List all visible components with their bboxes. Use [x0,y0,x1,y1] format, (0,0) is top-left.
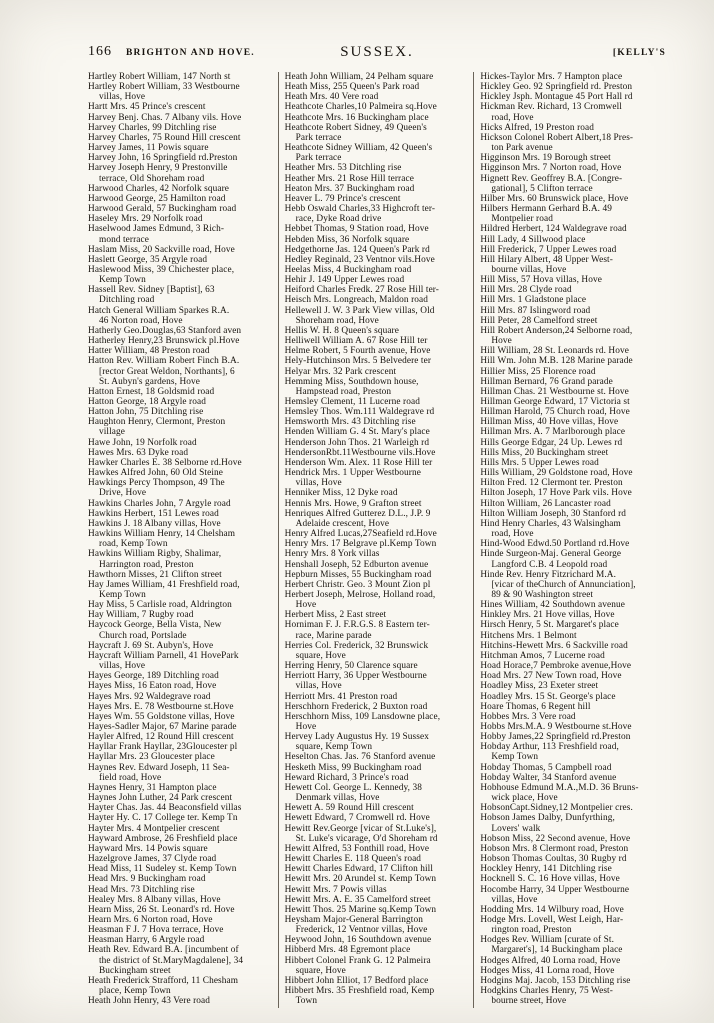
directory-line: Hay Miss, 5 Carlisle road, Aldrington [88,600,232,611]
directory-line: Hoadley Mrs. 15 St. George's place [480,691,616,702]
directory-line: Hayter Chas. Jas. 44 Beaconsfield villas [88,803,242,814]
directory-line: bourne villas, Hove [491,264,567,275]
directory-line: Buckingham street [99,965,171,976]
directory-line: Harvey John, 16 Springfield rd.Preston [88,153,238,164]
directory-line: square, Hove [295,650,346,661]
directory-line: Heiford Charles Fredk. 27 Rose Hill ter- [284,285,439,296]
directory-line: gational], 5 Clifton terrace [491,183,593,194]
directory-line: Hemsley Thos. Wm.111 Waldegrave rd [284,407,435,418]
directory-line: Hayes Mrs. 92 Waldegrave road [88,691,211,702]
directory-line: Haslewood Miss, 39 Chichester place, [88,264,235,275]
directory-line: terrace, Old Shoreham road [99,173,205,184]
directory-line: St. Aubyn's gardens, Hove [99,376,201,387]
directory-line: Heaton Mrs. 37 Buckingham road [284,183,415,194]
directory-line: Hoare Thomas, 6 Regent hill [480,701,591,712]
directory-line: Hitchins-Hewett Mrs. 6 Sackville road [480,640,628,651]
directory-line: Hobson Thomas Coultas, 30 Rugby rd [480,854,627,865]
directory-line: Helyar Mrs. 32 Park crescent [284,366,397,377]
directory-line: Heisch Mrs. Longreach, Maldon road [284,295,428,306]
directory-line: Hinde Surgeon-Maj. General George [480,549,622,560]
directory-line: Hearn Mrs. 6 Norton road, Hove [88,914,213,925]
directory-line: Hill William, 28 St. Leonards rd. Hove [480,346,629,357]
directory-line: Hartley Robert William, 33 Westbourne [88,82,240,93]
directory-line: Herriott Harry, 36 Upper Westbourne [284,671,427,682]
directory-line: Hewitt Thos. 25 Marine sq.Kemp Town [284,904,437,915]
directory-line: Hillman George Edward, 17 Victoria st [480,397,630,407]
directory-line: Lovers' walk [491,823,541,834]
directory-line: Hewitt Mrs. 7 Powis villas [284,884,387,895]
directory-line: Haynes Rev. Edward Joseph, 11 Sea- [88,762,230,773]
directory-line: bourne street, Hove [491,996,567,1007]
directory-line: Horniman F. J. F.R.G.S. 8 Eastern ter- [284,620,430,631]
directory-line: Hibberd Mrs. 48 Egremont place [284,945,411,956]
directory-line: Hassell Rev. Sidney [Baptist], 63 [88,285,215,296]
directory-line: Head Mrs. 9 Buckingham road [88,874,206,885]
directory-line: Hebb Oswald Charles,33 Highcroft ter- [284,204,436,215]
directory-line: Harwood George, 25 Hamilton road [88,193,226,204]
page-header [88,44,666,66]
directory-line: Hillman Miss, 40 Hove villas, Hove [480,417,619,428]
directory-line: Haslett George, 35 Argyle road [88,254,208,265]
directory-line: Heather Mrs. 53 Ditchling rise [284,163,402,174]
directory-line: Hobday Thomas, 5 Campbell road [480,762,612,773]
directory-line: Hocknell S. C. 16 Hove villas, Hove [480,874,620,885]
directory-line: Herring Henry, 50 Clarence square [284,661,418,672]
directory-line: Hawkins Herbert, 151 Lewes road [88,508,219,519]
directory-line: Hill Lady, 4 Sillwood place [480,234,586,245]
directory-line: Hawkings Percy Thompson, 49 The [88,478,225,489]
directory-line: Hayes Miss, 16 Eaton road, Hove [88,681,217,692]
directory-line: Hill Mrs. 1 Gladstone place [480,295,587,306]
directory-line: Hove [295,600,317,611]
directory-line: Margaret's], 14 Buckingham place [491,945,623,956]
directory-line: Harvey Joseph Henry, 9 Prestonville [88,163,228,174]
directory-line: Herbert Joseph, Melrose, Holland road, [284,589,436,600]
directory-line: race, Dyke Road drive [295,214,382,225]
directory-line: place, Kemp Town [99,986,171,997]
directory-line: Hind Henry Charles, 43 Walsingham [480,518,621,529]
directory-line: Hildred Herbert, 124 Waldegrave road [480,224,627,235]
directory-line: Heward Richard, 3 Prince's road [284,772,409,783]
county-title: SUSSEX. [340,44,414,60]
directory-line: Hobday Arthur, 113 Freshfield road, [480,742,619,753]
directory-line: Heselton Chas. Jas. 76 Stanford avenue [284,752,436,763]
directory-line: Heelas Miss, 4 Buckingham road [284,264,412,275]
directory-line: Harvey Benj. Chas. 7 Albany vils. Hove [88,112,242,123]
directory-line: Hind-Wood Edwd.50 Portland rd.Hove [480,539,630,550]
directory-line: Hickley Jsph. Montague 45 Port Hall rd [480,92,633,103]
directory-line: race, Marine parade [295,630,372,641]
directory-line: 89 & 90 Washington street [491,589,594,600]
directory-line: Hitchens Mrs. 1 Belmont [480,630,577,641]
directory-line: Hawkins J. 18 Albany villas, Hove [88,518,221,529]
directory-line: field road, Hove [99,772,162,783]
directory-line: Hewitt Charles Edward, 17 Clifton hill [284,864,434,875]
directory-line: Hatton George, 18 Argyle road [88,397,206,407]
directory-line: HobsonCapt.Sidney,12 Montpelier cres. [480,803,633,814]
directory-line: Montpelier road [491,214,553,225]
directory-line: Heathcote Robert Sidney, 49 Queen's [284,122,427,133]
directory-line: Hill Mrs. 87 Islingword road [480,305,591,316]
directory-line: Heathcote Sidney William, 42 Queen's [284,143,433,154]
directory-line: Hilbers Hermann Gerhard B.A. 49 [480,204,612,215]
directory-line: Hervey Lady Augustus Hy. 19 Sussex [284,732,429,743]
directory-line: Henry Mrs. 17 Belgrave pl.Kemp Town [284,539,437,550]
directory-line: Hodding Mrs. 14 Wilbury road, Hove [480,904,624,915]
directory-line: Heathcote Mrs. 16 Buckingham place [284,112,429,123]
directory-line: Henshall Joseph, 52 Edburton avenue [284,559,429,570]
directory-line: Hewett Edward, 7 Cromwell rd. Hove [284,813,430,824]
directory-line: Hazelgrove James, 37 Clyde road [88,854,217,865]
directory-line: [rector Great Weldon, Northants], 6 [99,366,235,377]
directory-line: Hibbert Colonel Frank G. 12 Palmeira [284,955,431,966]
directory-line: Hines William, 42 Southdown avenue [480,600,625,611]
directory-line: Haycock George, Bella Vista, New [88,620,222,631]
directory-line: road, Hove [491,112,534,123]
directory-line: Heywood John, 16 Southdown avenue [284,935,432,946]
directory-line: Hatherly Geo.Douglas,63 Stanford aven [88,325,242,336]
directory-line: Hill Frederick, 7 Upper Lewes road [480,244,617,255]
directory-line: Hennis Mrs. Howe, 9 Grafton street [284,498,422,509]
directory-line: Henderson John Thos. 21 Warleigh rd [284,437,430,448]
directory-line: HendersonRbt.11Westbourne vils.Hove [284,447,436,458]
directory-line: Denmark villas, Hove [295,793,380,804]
directory-line: Hayes Mrs. E. 78 Westbourne st.Hove [88,701,234,712]
directory-line: Frederick, 12 Ventnor villas, Hove [295,925,428,936]
directory-line: villas, Hove [295,681,342,692]
directory-line: Hatch General William Sparkes R.A. [88,305,230,316]
directory-line: villas, Hove [99,661,146,672]
directory-line: Hobday Walter, 34 Stanford avenue [480,772,617,783]
directory-line: Kemp Town [99,275,146,286]
directory-line: Hove [491,336,512,347]
directory-line: rington road, Preston [491,925,572,936]
directory-line: Hoad Mrs. 27 New Town road, Hove [480,671,622,682]
directory-line: Hatton Rev. William Robert Finch B.A. [88,356,240,367]
directory-line: Park terrace [295,132,342,143]
directory-line: villas, Hove [295,478,342,489]
directory-line: Hawkes Alfred John, 60 Old Steine [88,468,223,479]
directory-line: Haselwood James Edmund, 3 Rich- [88,224,225,235]
directory-line: Harrington road, Preston [99,559,194,570]
directory-line: Heath John Henry, 43 Vere road [88,996,211,1007]
directory-line: Hellewell J. W. 3 Park View villas, Old [284,305,435,316]
directory-line: Hayward Mrs. 14 Powis square [88,843,208,854]
directory-line: Herriott Mrs. 41 Preston road [284,691,398,702]
directory-line: Hill Peter, 28 Camelford street [480,315,598,326]
directory-line: Henriques Alfred Gutterez D.L., J.P. 9 [284,508,431,519]
directory-line: Hibbert John Elliot, 17 Bedford place [284,975,429,986]
directory-line: Hoadley Miss, 23 Exeter street [480,681,599,692]
directory-line: Hinde Rev. Henry Fitzrichard M.A. [480,569,616,580]
directory-line: Hilton Fred. 12 Clermont ter. Preston [480,478,623,489]
directory-line: Hinkley Mrs. 21 Hove villas, Hove [480,610,615,621]
directory-line: Hoad Horace,7 Pembroke avenue,Hove [480,661,632,672]
directory-line: Hilber Mrs. 60 Brunswick place, Hove [480,193,629,204]
directory-line: Hilton William Joseph, 30 Stanford rd [480,508,627,519]
directory-line: Harvey Charles, 99 Ditchling rise [88,122,217,133]
directory-line: Haycraft William Parnell, 41 HovePark [88,650,239,661]
directory-line: Hove [295,722,317,732]
directory-line: Hatter William, 48 Preston road [88,346,210,357]
directory-line: Hickson Colonel Robert Albert,18 Pres- [480,132,634,143]
directory-line: Hayllar Mrs. 23 Gloucester place [88,752,215,763]
directory-column-3 [473,72,662,1008]
directory-line: Hillier Miss, 25 Florence road [480,366,596,377]
directory-line: Hobson Miss, 22 Second avenue, Hove [480,833,631,844]
directory-line: Haynes Henry, 31 Hampton place [88,782,217,793]
directory-line: Hirsch Henry, 5 St. Margaret's place [480,620,619,631]
directory-line: Hillman Mrs. A. 7 Marlborough place [480,427,626,438]
directory-line: Hartley Robert William, 147 North st [88,72,231,82]
directory-line: Hills Miss, 20 Buckingham street [480,447,609,458]
directory-line: Hawes Mrs. 63 Dyke road [88,447,189,458]
directory-line: Hewitt Alfred, 53 Fonthill road, Hove [284,843,430,854]
directory-line: Haseley Mrs. 29 Norfolk road [88,214,203,225]
directory-line: Hibbert Mrs. 35 Freshfield road, Kemp [284,986,435,997]
directory-line: the district of St.MaryMagdalene], 34 [99,955,244,966]
directory-line: Hodge Mrs. Lovell, West Leigh, Har- [480,914,624,925]
directory-line: Hay James William, 41 Freshfield road, [88,579,240,590]
directory-line: Hillman Harold, 75 Church road, Hove [480,407,630,418]
directory-line: Heathcote Charles,10 Palmeira sq.Hove [284,102,437,113]
directory-line: Herbert Miss, 2 East street [284,610,387,621]
directory-line: Heaver L. 79 Prince's crescent [284,193,401,204]
directory-line: Shoreham road, Hove [295,315,379,326]
directory-line: Henden William G. 4 St. Mary's place [284,427,430,438]
directory-line: Head Miss, 11 Sudeley st. Kemp Town [88,864,237,875]
directory-line: Hodgkins Charles Henry, 75 West- [480,986,613,997]
directory-line: ton Park avenue [491,143,553,154]
directory-line: Healey Mrs. 8 Albany villas, Hove [88,894,221,905]
directory-line: Hewitt Mrs. 20 Arundel st. Kemp Town [284,874,437,885]
directory-line: mond terrace [99,234,149,245]
directory-line: Langford C.B. 4 Leopold road [491,559,608,570]
directory-line: Hewitt Charles E. 118 Queen's road [284,854,422,865]
directory-line: Hicks Alfred, 19 Preston road [480,122,594,133]
directory-columns [88,72,662,1008]
running-title: BRIGHTON AND HOVE. [126,48,255,58]
directory-line: road, Hove [491,529,534,540]
directory-line: Hills Mrs. 5 Upper Lewes road [480,457,599,468]
directory-line: Higginson Mrs. 19 Borough street [480,153,611,164]
directory-line: Heather Mrs. 21 Rose Hill terrace [284,173,414,184]
directory-line: Harwood Charles, 42 Norfolk square [88,183,230,194]
directory-line: road, Kemp Town [99,539,168,550]
directory-line: Harwood Gerald, 57 Buckingham road [88,204,237,215]
directory-line: Heasman F J. 7 Hova terrace, Hove [88,925,224,936]
directory-line: Hely-Hutchinson Mrs. 5 Belvedere ter [284,356,432,367]
directory-line: Hocombe Harry, 34 Upper Westbourne [480,884,630,895]
directory-line: Hickes-Taylor Mrs. 7 Hampton place [480,72,623,82]
directory-line: Hill Mrs. 28 Clyde road [480,285,572,296]
directory-line: Hilton William, 26 Lancaster road [480,498,611,509]
directory-line: Hemsworth Mrs. 43 Ditchling rise [284,417,416,428]
directory-line: Hedgethorne Jas. 124 Queen's Park rd [284,244,430,255]
directory-line: Hampstead road, Preston [295,386,392,397]
directory-line: Hawkins William Henry, 14 Chelsham [88,529,236,540]
directory-line: Adelaide crescent, Hove [295,518,390,529]
directory-line: Hayllar Frank Hayllar, 23Gloucester pl [88,742,238,753]
directory-line: Herries Col. Frederick, 32 Brunswick [284,640,429,651]
directory-line: Hatherley Henry,23 Brunswick pl.Hove [88,336,240,347]
directory-line: Hodges Alfred, 40 Lorna road, Hove [480,955,621,966]
directory-line: Hebbet Thomas, 9 Station road, Hove [284,224,429,235]
directory-line: Hendrick Mrs. 1 Upper Westbourne [284,468,421,479]
directory-line: villas, Hove [99,92,146,103]
directory-line: Hill Miss, 57 Hova villas, Hove [480,275,602,286]
directory-line: Hayes Wm. 55 Goldstone villas, Hove [88,711,235,722]
directory-line: Heath Rev. Edward B.A. [incumbent of [88,945,239,956]
directory-line: Hockley Henry, 141 Ditchling rise [480,864,612,875]
directory-line: Hatton Ernest, 18 Goldsmid road [88,386,215,397]
directory-line: Helliwell William A. 67 Rose Hill ter [284,336,428,347]
directory-line: Drive, Hove [99,488,147,499]
directory-line: Heasman Harry, 6 Argyle road [88,935,205,946]
directory-line: Hills George Edgar, 24 Up. Lewes rd [480,437,623,448]
directory-line: wick place, Hove [491,793,558,804]
directory-line: square, Kemp Town [295,742,373,753]
directory-line: Herbert Christr. Geo. 3 Mount Zion pl [284,579,431,590]
directory-line: Hobson Mrs. 8 Clermont road, Preston [480,843,629,854]
directory-line: Church road, Portslade [99,630,187,641]
directory-line: Hayes George, 189 Ditchling road [88,671,219,682]
directory-line: Hill Wm. John M.B. 128 Marine parade [480,356,633,367]
directory-line: Hayward Ambrose, 26 Freshfield place [88,833,238,844]
directory-column-2 [278,72,467,1008]
directory-line: Hodgins Maj. Jacob, 153 Ditchling rise [480,975,631,986]
directory-line: Hickley Geo. 92 Springfield rd. Preston [480,82,633,93]
directory-line: Heath Frederick Strafford, 11 Chesham [88,975,239,986]
directory-line: square, Hove [295,965,346,976]
directory-line: Hilton Joseph, 17 Hove Park vils. Hove [480,488,632,499]
directory-line: Hawkins Charles John, 7 Argyle road [88,498,231,509]
directory-line: Hodges Rev. William [curate of St. [480,935,614,946]
directory-line: Herschhorn Frederick, 2 Buxton road [284,701,428,712]
directory-line: Hartt Mrs. 45 Prince's crescent [88,102,206,113]
directory-line: Hearn Miss, 26 St. Leonard's rd. Hove [88,904,235,915]
directory-line: Hignett Rev. Geoffrey B.A. [Congre- [480,173,623,184]
directory-line: Hewitt Rev.George [vicar of St.Luke's], [284,823,437,834]
directory-line: Park terrace [295,153,342,164]
directory-line: Hitchman Amos, 7 Lucerne road [480,650,605,661]
directory-line: St. Luke's vicarage, O'd Shoreham rd [295,833,438,844]
directory-line: Herschhorn Miss, 109 Lansdowne place, [284,711,441,722]
directory-line: 46 Norton road, Hove [99,315,183,326]
directory-line: Kemp Town [491,752,539,763]
directory-line: Hobbes Mrs. 3 Vere road [480,711,576,722]
directory-line: Hehir J. 149 Upper Lewes road [284,275,405,286]
directory-line: Hay William, 7 Rugby road [88,610,194,621]
directory-line: Henry Alfred Lucas,27Seafield rd.Hove [284,529,437,540]
directory-line: Hills William, 29 Goldstone road, Hove [480,468,633,479]
directory-line: Town [295,996,318,1007]
directory-line: Hawkins William Rigby, Shalimar, [88,549,222,560]
directory-line: Haycraft J. 69 St. Aubyn's, Hove [88,640,214,651]
directory-line: Hawthorn Misses, 21 Clifton street [88,569,222,580]
directory-line: Hedley Reginald, 23 Ventnor vils.Hove [284,254,435,265]
directory-line: Heath John William, 24 Pelham square [284,72,434,82]
directory-line: Haughton Henry, Clermont, Preston [88,417,226,428]
directory-line: Haslam Miss, 20 Sackville road, Hove [88,244,235,255]
directory-line: Heath Miss, 255 Queen's Park road [284,82,420,93]
directory-line: Heath Mrs. 40 Vere road [284,92,379,103]
directory-line: Hobbs Mrs.M.A. 9 Westbourne st.Hove [480,722,632,732]
directory-line: Hellis W. H. 8 Queen's square [284,325,399,336]
directory-line: Hayter Hy. C. 17 College ter. Kemp Tn [88,813,238,824]
directory-line: Hodges Miss, 41 Lorna road, Hove [480,965,615,976]
directory-line: Hawker Charles E. 38 Selborne rd.Hove [88,457,242,468]
directory-line: Hewett A. 59 Round Hill crescent [284,803,414,814]
directory-line: Heysham Major-General Barrington [284,914,423,925]
directory-line: Hillman Bernard, 76 Grand parade [480,376,613,387]
directory-line: Hill Hilary Albert, 48 Upper West- [480,254,613,265]
directory-line: Hewett Col. George L. Kennedy, 38 [284,782,422,793]
directory-line: Henniker Miss, 12 Dyke road [284,488,398,499]
directory-line: Hawe John, 19 Norfolk road [88,437,197,448]
directory-line: Hemsley Clement, 11 Lucerne road [284,397,420,407]
directory-line: Hill Robert Anderson,24 Selborne road, [480,325,633,336]
directory-line: Hewitt Mrs. A. E. 35 Camelford street [284,894,431,905]
directory-line: Hesketh Miss, 99 Buckingham road [284,762,422,773]
directory-line: villas, Hove [491,894,538,905]
directory-line: Hobson James Dalby, Dunfyrthing, [480,813,615,824]
directory-line: Hayler Alfred, 12 Round Hill crescent [88,732,234,743]
directory-line: Haynes John Luther, 24 Park crescent [88,793,233,804]
directory-line: Hobhouse Edmund M.A.,M.D. 36 Bruns- [480,782,639,793]
directory-line: Head Mrs. 73 Ditchling rise [88,884,195,895]
directory-line: Kemp Town [99,589,146,600]
directory-column-1 [88,72,271,1008]
directory-line: Henderson Wm. Alex. 11 Rose Hill ter [284,457,433,468]
directory-line: Hepburn Misses, 55 Buckingham road [284,569,432,580]
directory-line: Henry Mrs. 8 York villas [284,549,380,560]
directory-line: village [99,427,125,438]
publisher-mark: [KELLY'S [612,48,666,58]
directory-line: Hayes-Sadler Major, 67 Marine parade [88,722,237,732]
page-number: 166 [88,44,112,59]
directory-line: Hemming Miss, Southdown house, [284,376,419,387]
directory-line: Helme Robert, 5 Fourth avenue, Hove [284,346,431,357]
directory-line: Hobby James,22 Springfield rd.Preston [480,732,631,743]
directory-line: Hebden Miss, 36 Norfolk square [284,234,410,245]
directory-line: Hillman Chas. 21 Westbourne st. Hove [480,386,629,397]
directory-line: Hatton John, 75 Ditchling rise [88,407,204,418]
directory-line: Hickman Rev. Richard, 13 Cromwell [480,102,622,113]
directory-line: Harvey Charles, 75 Round Hill crescent [88,132,241,143]
directory-line: Hayter Mrs. 4 Montpelier crescent [88,823,220,834]
directory-line: Ditchling road [99,295,155,306]
directory-line: Harvey James, 11 Powis square [88,143,209,154]
directory-line: Higginson Mrs. 7 Norton road, Hove [480,163,622,174]
directory-line: [vicar of theChurch of Annunciation], [491,579,636,590]
